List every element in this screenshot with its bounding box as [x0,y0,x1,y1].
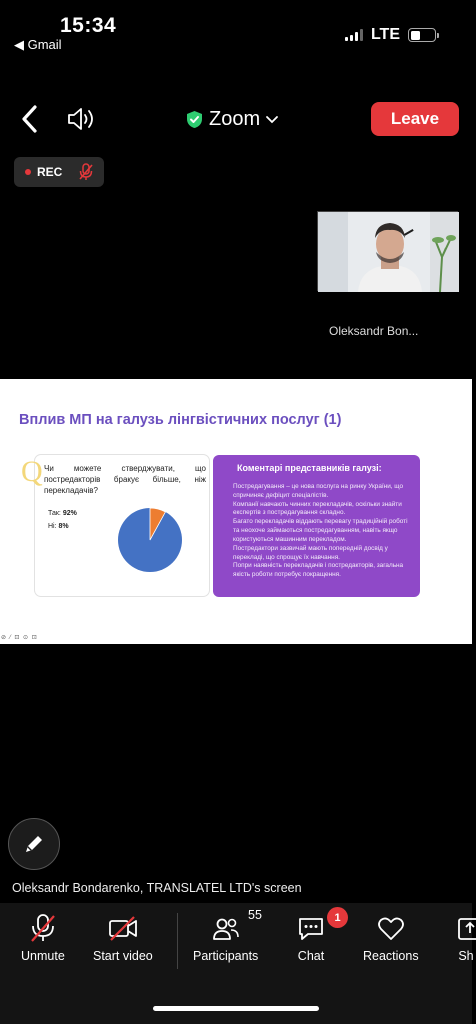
back-to-app-link[interactable]: ◀ Gmail [14,37,62,52]
participants-count: 55 [248,908,262,922]
chat-label: Chat [297,949,325,963]
home-indicator[interactable] [153,1006,319,1011]
share-label: Sh [458,949,474,963]
participants-label: Participants [193,949,259,963]
slide-tools[interactable]: ⊘ ⁄ ⊡ ⊙ ⊡ [1,635,38,641]
meeting-title-menu[interactable] [186,108,278,131]
chat-button[interactable] [296,913,326,963]
recording-dot-icon [25,169,31,175]
chevron-down-icon [266,116,278,124]
slide-title: Вплив МП на галузь лінгвістичних послуг (1) [19,412,342,428]
answer-yes-label: Так: [48,510,61,517]
pencil-icon [23,833,45,855]
participant-video-frame [318,212,459,292]
answer-yes-value: 92% [62,510,77,517]
question-card [21,454,210,597]
chat-icon [296,913,326,943]
mic-muted-icon [78,163,94,181]
reactions-button[interactable] [363,913,419,963]
share-button[interactable] [456,913,476,963]
share-icon [456,913,476,943]
start-video-label: Start video [93,949,153,963]
speaker-button[interactable] [66,106,98,132]
signal-icon [345,29,363,41]
participants-icon [211,913,241,943]
speaker-icon [66,106,98,132]
leave-button[interactable]: Leave [371,102,459,136]
shared-screen[interactable] [0,379,472,644]
reactions-label: Reactions [363,949,419,963]
answer-no [48,523,69,530]
answer-no-label: Ні: [48,523,57,530]
comments-body: Постредагування – це нова послуга на ринку України, що спричиняє дефіцит спеціалістів. Компанії навчають чинних перекладачів, оскільки знайти експертів з постредагування складно. Багато перекладачів віддають перевагу традиційній роботі та неохоче займаються постредагуванням, навіть якщо користуються машинним перекладом. Постредактори зазвичай мають попередній досвід у перекладі, що спрощує їх навчання. Попри наявність перекладачів і постредакторів, загальна якість роботи потребує покращення. [233,483,408,579]
answer-yes [48,510,77,517]
question-letter: Q [21,455,43,488]
shield-check-icon [186,110,203,129]
participant-name: Oleksandr Bon... [329,324,419,338]
back-button[interactable] [18,104,42,134]
status-time: 15:34 [60,14,117,37]
comments-title: Коментарі представників галузі: [237,463,382,473]
toolbar-divider [177,913,178,969]
unmute-label: Unmute [21,949,65,963]
recording-badge[interactable] [14,157,104,187]
answer-no-value: 8% [58,523,69,530]
mic-muted-icon [29,913,57,943]
video-off-icon [108,913,138,943]
screen-share-label: Oleksandr Bondarenko, TRANSLATEL LTD's screen [12,881,302,895]
start-video-button[interactable] [93,913,153,963]
unmute-button[interactable] [21,913,65,963]
chevron-left-icon [18,104,42,134]
battery-icon [408,28,436,42]
meeting-title: Zoom [209,108,261,130]
annotate-button[interactable] [8,818,60,870]
chat-unread-badge: 1 [327,907,348,928]
question-text: Чи можете стверджувати, що постредакторів бракує більше, ніж перекладачів? [44,464,206,495]
status-indicators [345,26,436,44]
answer-pie-chart [117,507,183,573]
network-type: LTE [370,26,400,43]
participant-video[interactable] [317,211,458,291]
comments-card [213,455,420,597]
recording-label: REC [37,165,63,179]
heart-icon [376,913,406,943]
